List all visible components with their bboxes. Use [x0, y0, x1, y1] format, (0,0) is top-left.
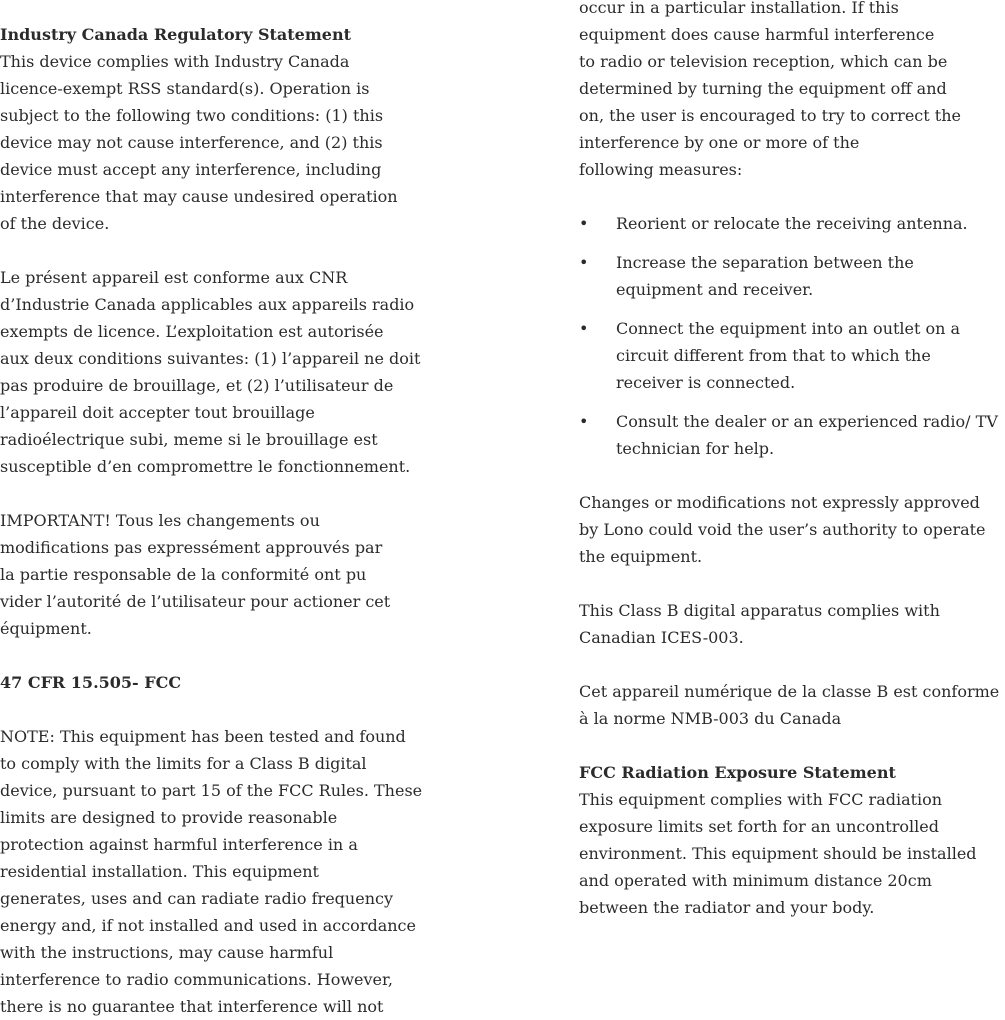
list-item: [579, 210, 1005, 237]
important-statement-line: la partie responsable de la conformité ont pu: [0, 565, 367, 584]
measures-list: [579, 210, 1005, 462]
continuation-line: following measures:: [579, 160, 743, 179]
radiation-statement: [579, 759, 1005, 921]
note-statement-line: NOTE: This equipment has been tested and found: [0, 727, 406, 746]
french-statement-line: susceptible d’en compromettre le fonctionnement.: [0, 457, 411, 476]
ic-statement-line: device must accept any interference, including: [0, 160, 382, 179]
note-statement-line: device, pursuant to part 15 of the FCC Rules. These: [0, 781, 423, 800]
class-b-statement: [579, 597, 1005, 651]
changes-statement-line: Changes or modifications not expressly approved: [579, 493, 980, 512]
ic-statement-line: interference that may cause undesired operation: [0, 187, 398, 206]
paragraph-gap: [579, 570, 1005, 597]
ic-statement-line: licence-exempt RSS standard(s). Operation is: [0, 79, 370, 98]
note-statement-line: there is no guarantee that interference will not: [0, 997, 384, 1016]
french-statement-line: aux deux conditions suivantes: (1) l’appareil ne doit: [0, 349, 421, 368]
french-statement: [0, 264, 440, 480]
french-statement-line: radioélectrique subi, meme si le brouillage est: [0, 430, 378, 449]
left-column: [0, 21, 440, 1020]
note-statement-line: residential installation. This equipment: [0, 862, 319, 881]
important-statement-line: équipment.: [0, 619, 92, 638]
note-statement-line: to comply with the limits for a Class B digital: [0, 754, 367, 773]
paragraph-gap: [579, 183, 1005, 210]
list-item: [579, 315, 1005, 396]
paragraph-gap: [0, 480, 440, 507]
paragraph-gap: [0, 696, 440, 723]
changes-statement: [579, 489, 1005, 570]
continuation-line: determined by turning the equipment off and: [579, 79, 947, 98]
right-column: [579, 0, 1005, 921]
note-statement-line: protection against harmful interference in a: [0, 835, 358, 854]
list-item: [579, 249, 1005, 303]
note-statement-line: with the instructions, may cause harmful: [0, 943, 334, 962]
paragraph-gap: [0, 237, 440, 264]
radiation-statement-line: environment. This equipment should be installed: [579, 844, 977, 863]
list-item-line: Connect the equipment into an outlet on a: [616, 319, 961, 338]
class-b-french-line: à la norme NMB-003 du Canada: [579, 709, 842, 728]
list-item-line: circuit different from that to which the: [616, 346, 931, 365]
ic-statement: [0, 21, 440, 237]
note-statement-line: interference to radio communications. However,: [0, 970, 393, 989]
radiation-statement-line: and operated with minimum distance 20cm: [579, 871, 932, 890]
ic-statement-heading: Industry Canada Regulatory Statement: [0, 25, 351, 44]
note-statement-line: generates, uses and can radiate radio frequency: [0, 889, 393, 908]
list-item-line: Consult the dealer or an experienced radio/ TV: [616, 412, 998, 431]
paragraph-gap: [579, 732, 1005, 759]
continuation-line: occur in a particular installation. If this: [579, 0, 899, 17]
list-item-line: receiver is connected.: [616, 373, 796, 392]
note-statement-line: energy and, if not installed and used in accordance: [0, 916, 416, 935]
important-statement-line: IMPORTANT! Tous les changements ou: [0, 511, 320, 530]
note-statement: [0, 723, 440, 1020]
list-item-line: technician for help.: [616, 439, 775, 458]
bullet-icon: •: [579, 214, 589, 233]
continuation-line: equipment does cause harmful interference: [579, 25, 935, 44]
list-item: [579, 408, 1005, 462]
paragraph-gap: [0, 642, 440, 669]
bullet-icon: •: [579, 253, 589, 272]
french-statement-line: Le présent appareil est conforme aux CNR: [0, 268, 348, 287]
french-statement-line: exempts de licence. L’exploitation est autorisée: [0, 322, 384, 341]
radiation-statement-heading: FCC Radiation Exposure Statement: [579, 763, 896, 782]
class-b-statement-line: Canadian ICES-003.: [579, 628, 744, 647]
radiation-statement-line: exposure limits set forth for an uncontrolled: [579, 817, 939, 836]
continuation-line: on, the user is encouraged to try to correct the: [579, 106, 961, 125]
ic-statement-line: device may not cause interference, and (2) this: [0, 133, 383, 152]
continuation-statement: [579, 0, 1005, 183]
radiation-statement-line: between the radiator and your body.: [579, 898, 875, 917]
french-statement-line: d’Industrie Canada applicables aux appareils radio: [0, 295, 415, 314]
important-statement-line: vider l’autorité de l’utilisateur pour actioner cet: [0, 592, 391, 611]
french-statement-line: l’appareil doit accepter tout brouillage: [0, 403, 315, 422]
french-statement-line: pas produire de brouillage, et (2) l’utilisateur de: [0, 376, 394, 395]
paragraph-gap: [579, 651, 1005, 678]
ic-statement-line: subject to the following two conditions: (1) this: [0, 106, 384, 125]
list-item-line: Increase the separation between the: [616, 253, 914, 272]
radiation-statement-line: This equipment complies with FCC radiation: [579, 790, 943, 809]
important-statement-line: modifications pas expressément approuvés par: [0, 538, 383, 557]
list-item-line: Reorient or relocate the receiving antenna.: [616, 214, 968, 233]
changes-statement-line: the equipment.: [579, 547, 703, 566]
class-b-statement-line: This Class B digital apparatus complies with: [579, 601, 940, 620]
important-statement: [0, 507, 440, 642]
list-item-line: equipment and receiver.: [616, 280, 814, 299]
ic-statement-line: This device complies with Industry Canada: [0, 52, 350, 71]
paragraph-gap: [579, 474, 1005, 489]
class-b-french-statement: [579, 678, 1005, 732]
fcc-heading: 47 CFR 15.505- FCC: [0, 673, 182, 692]
continuation-line: interference by one or more of the: [579, 133, 860, 152]
bullet-icon: •: [579, 319, 589, 338]
note-statement-line: limits are designed to provide reasonable: [0, 808, 338, 827]
continuation-line: to radio or television reception, which can be: [579, 52, 948, 71]
changes-statement-line: by Lono could void the user’s authority to operate: [579, 520, 986, 539]
bullet-icon: •: [579, 412, 589, 431]
ic-statement-line: of the device.: [0, 214, 110, 233]
class-b-french-line: Cet appareil numérique de la classe B est conforme: [579, 682, 1000, 701]
